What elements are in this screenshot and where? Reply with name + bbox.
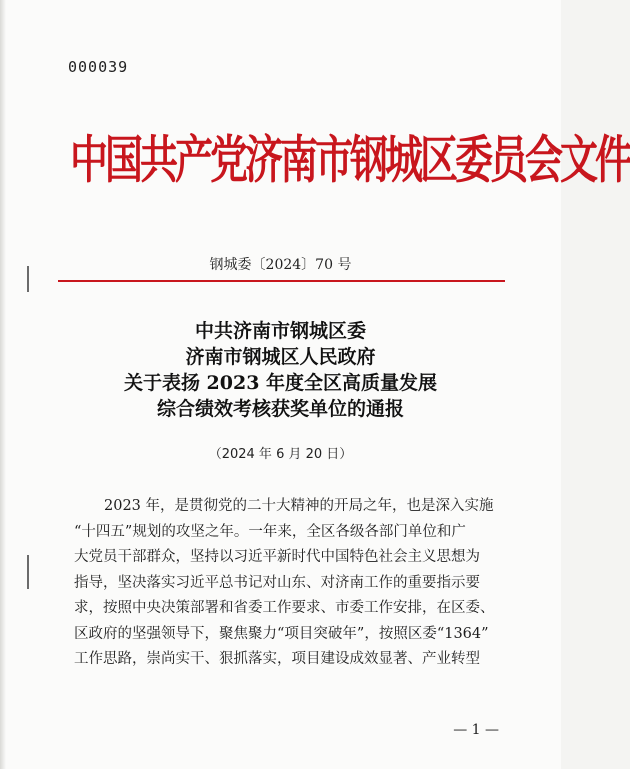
title-line: 济南市钢城区人民政府 — [185, 346, 376, 368]
body-line: “十四五”规划的攻坚之年。一年来，全区各级各部门单位和广 — [74, 523, 466, 540]
document-header: 中国共产党济南市钢城区委员会文件 — [70, 128, 630, 190]
serial-number: 000039 — [68, 58, 129, 76]
body-line: 区政府的坚强领导下，聚焦聚力“项目突破年”，按照区委“1364” — [74, 625, 489, 642]
body-line: 指导，坚决落实习近平总书记对山东、对济南工作的重要指示要 — [74, 574, 480, 591]
document-title — [0, 318, 561, 422]
title-line: 综合绩效考核获奖单位的通报 — [156, 398, 404, 420]
body-line: 工作思路，崇尚实干、狠抓落实，项目建设成效显著、产业转型 — [74, 651, 480, 667]
issue-number: 钢城委〔2024〕70 号 — [209, 257, 352, 273]
document-date: （2024 年 6 月 20 日） — [208, 447, 353, 462]
body-line: 求，按照中央决策部署和省委工作要求、市委工作安排，在区委、 — [74, 600, 495, 616]
page-number: — 1 — — [453, 722, 499, 738]
red-divider — [58, 280, 505, 282]
title-line: 关于表扬 2023 年度全区高质量发展 — [123, 372, 438, 394]
body-line: 大党员干部群众，坚持以习近平新时代中国特色社会主义思想为 — [74, 549, 480, 565]
title-line: 中共济南市钢城区委 — [194, 320, 366, 342]
binding-mark — [27, 266, 29, 292]
binding-mark — [27, 555, 29, 589]
body-text — [74, 494, 494, 673]
body-line: 2023 年，是贯彻党的二十大精神的开局之年，也是深入实施 — [104, 498, 494, 514]
